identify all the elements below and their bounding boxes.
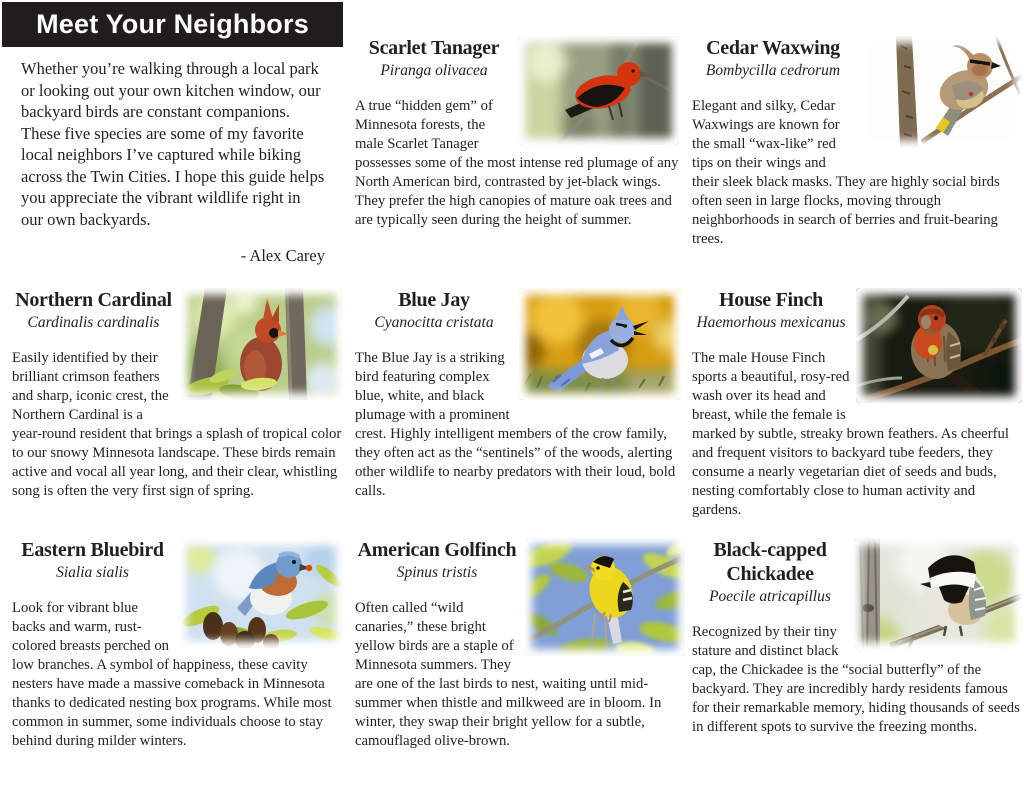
eastern-bluebird-photo: [179, 538, 343, 648]
bird-card-scarlet-tanager: [355, 36, 679, 230]
bird-name: Scarlet Tanager: [368, 37, 500, 59]
bird-card-blue-jay: [355, 288, 681, 501]
intro-block: [21, 58, 325, 266]
bird-name: American Golfinch: [357, 539, 517, 561]
bird-scientific-name: Bombycilla cedrorum: [705, 62, 841, 79]
northern-cardinal-photo: [181, 288, 343, 400]
bird-name: Blue Jay: [398, 289, 470, 311]
bird-name: Eastern Bluebird: [21, 539, 164, 561]
black-capped-chickadee-photo: [854, 538, 1022, 649]
title-banner: [2, 2, 343, 47]
bird-card-house-finch: [692, 288, 1022, 520]
scarlet-tanager-photo: [519, 36, 679, 145]
bird-description: A true “hidden gem” of Minnesota forests, the male Scarlet Tanager possesses some of the most intense red plumage of any North American bird, contrasted by jet-black wings. They prefer the high canopies of mature oak trees and are typically seen during the height of summer.: [355, 98, 679, 228]
bird-name: Northern Cardinal: [15, 289, 172, 311]
bird-description: Look for vibrant blue backs and warm, rust-colored breasts perched on low branches. A symbol of happiness, these cavity nesters have made a massive comeback in Minnesota thanks to dedicated nesting box programs. While most common in summer, some individuals choose to stay behind during milder winters.: [12, 600, 332, 749]
bird-card-eastern-bluebird: [12, 538, 343, 751]
bird-description: The male House Finch sports a beautiful, rosy-red wash over its head and breast, while the female is marked by subtle, streaky brown feathers. As cheerful and frequent visitors to backyard tube feeders, they consume a nearly vegetarian diet of seeds and buds, nesting comfortably close to human activity and gardens.: [692, 350, 1009, 518]
bird-scientific-name: Poecile atricapillus: [709, 588, 831, 605]
cedar-waxwing-photo: [860, 36, 1022, 147]
bird-card-cedar-waxwing: [692, 36, 1022, 249]
house-finch-photo: [856, 288, 1022, 403]
bird-description: Elegant and silky, Cedar Waxwings are known for the small “wax-like” red tips on their wings and their sleek black masks. They are highly social birds often seen in large flocks, moving through neighborhoods in search of berries and fruit-bearing trees.: [692, 98, 1000, 247]
intro-text: Whether you’re walking through a local park or looking out your own kitchen window, our backyard birds are constant companions. These five species are some of my favorite local neighbors I’ve captured while biking across the Twin Cities. I hope this guide helps you appreciate the vibrant wildlife right in our own backyards.: [21, 59, 325, 229]
bird-description: The Blue Jay is a striking bird featuring complex blue, white, and black plumage with a prominent crest. Highly intelligent members of the crow family, they often act as the “sentinels” of the woods, alerting other wildlife to nearby predators with their loud, bold calls.: [355, 350, 676, 499]
bird-description: Often called “wild canaries,” these bright yellow birds are a staple of Minnesota summers. They are one of the last birds to nest, waiting until mid-summer when thistle and milkweed are in bloom. In winter, they swap their bright yellow for a subtle, camouflaged olive-brown.: [355, 600, 662, 749]
bird-scientific-name: Sialia sialis: [56, 564, 129, 581]
bird-card-black-capped-chickadee: [692, 538, 1022, 737]
bird-description: Easily identified by their brilliant crimson feathers and sharp, iconic crest, the Northern Cardinal is a year-round resident that brings a splash of tropical color to our snowy Minnesota landscape. These birds remain active and vocal all year long, and their clear, whistling song is often the very first sign of spring.: [12, 350, 342, 499]
page-title: Meet Your Neighbors: [36, 9, 309, 39]
bird-scientific-name: Haemorhous mexicanus: [696, 314, 846, 331]
bird-scientific-name: Spinus tristis: [396, 564, 478, 581]
author-signature: - Alex Carey: [240, 246, 325, 265]
bird-scientific-name: Piranga olivacea: [380, 62, 488, 79]
bird-scientific-name: Cyanocitta cristata: [374, 314, 494, 331]
bird-card-northern-cardinal: [12, 288, 343, 501]
bird-name: House Finch: [719, 289, 823, 311]
bird-card-american-goldfinch: [355, 538, 685, 751]
bird-name: Cedar Waxwing: [706, 37, 840, 59]
bird-description: Recognized by their tiny stature and distinct black cap, the Chickadee is the “social butterfly” of the backyard. They are incredibly hardy residents famous for their remarkable memory, hiding thousands of seeds in different spots to survive the freezing months.: [692, 624, 1020, 735]
bird-scientific-name: Cardinalis cardinalis: [27, 314, 160, 331]
bird-name: Black-capped Chickadee: [713, 539, 827, 585]
american-goldfinch-photo: [525, 538, 685, 656]
blue-jay-photo: [519, 288, 681, 400]
